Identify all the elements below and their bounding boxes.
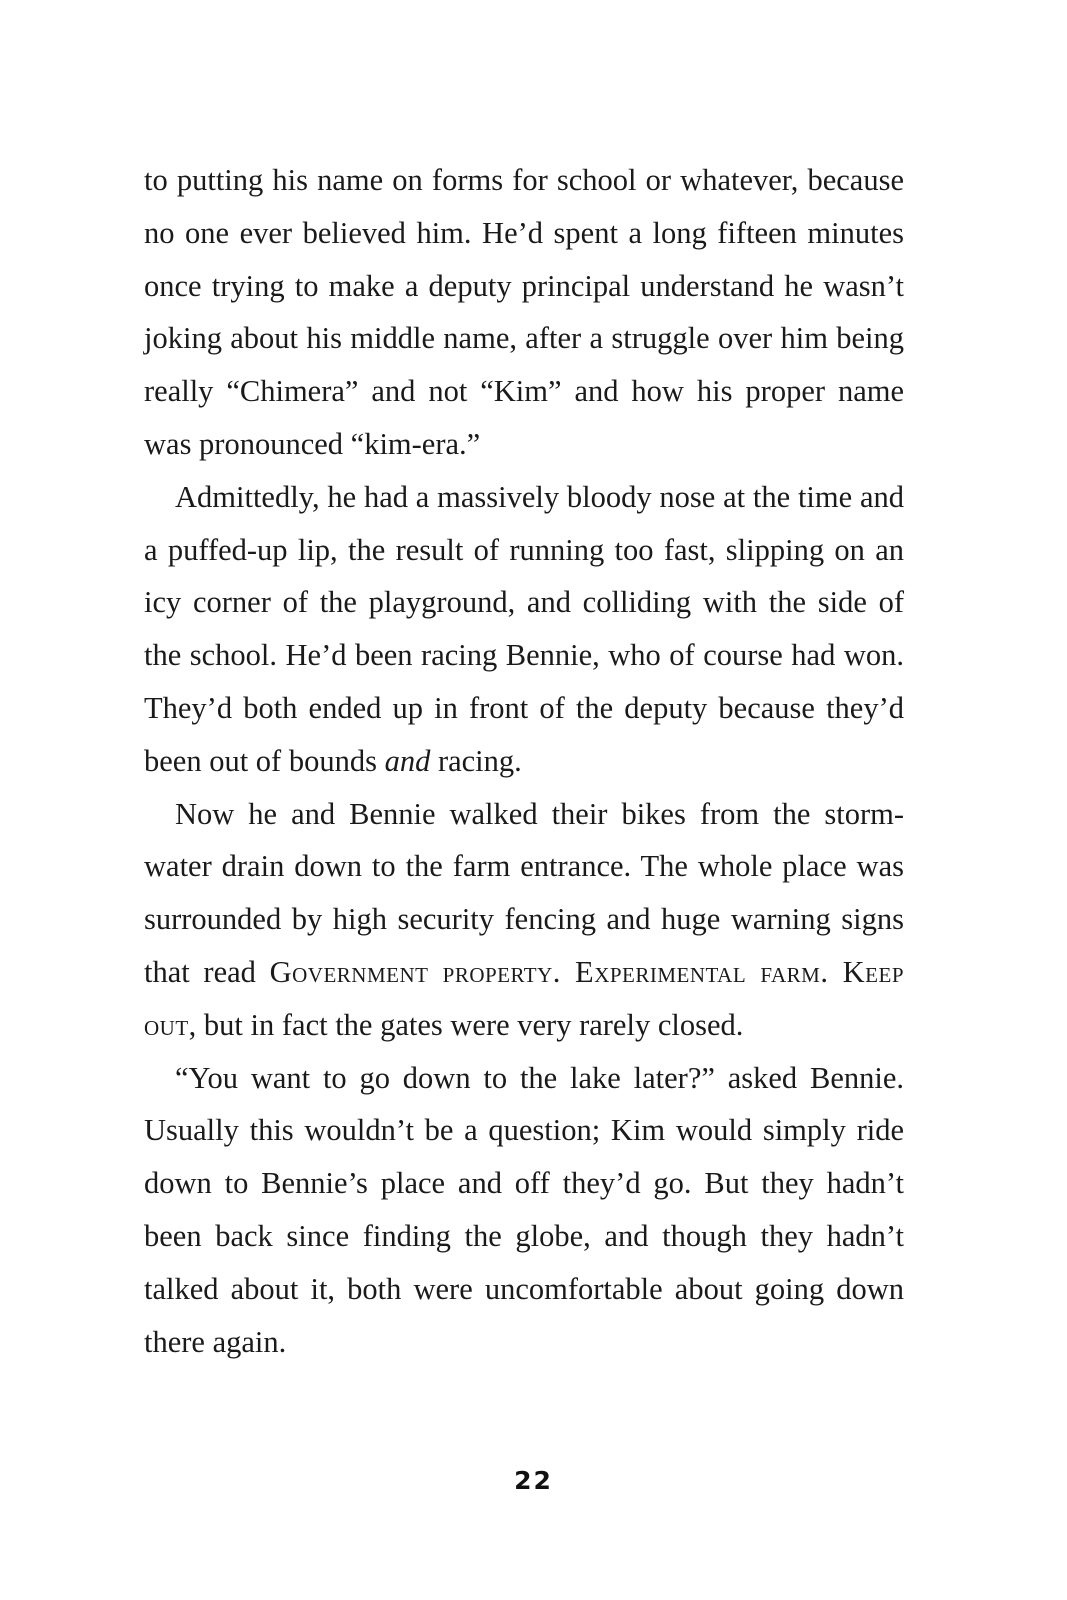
paragraph-3-text: Now he and Bennie walked their bikes from the storm-water drain down to the farm entrance. The whole place was surrounded by high security fencing and huge warning signs that read	[144, 796, 904, 989]
paragraph-2-text-end: racing.	[430, 743, 522, 778]
warning-sign-text: Government property. Experimental farm. Keep out	[144, 954, 905, 1042]
body-text	[144, 154, 904, 1368]
paragraph-2-text: Admittedly, he had a massively bloody nose at the time and a puffed-up lip, the result of running too fast, slipping on an icy corner of the playground, and colliding with the side of the school. He’d been racing Bennie, who of course had won. They’d both ended up in front of the deputy because they’d been out of bounds	[144, 479, 904, 778]
paragraph-2	[144, 471, 904, 788]
paragraph-4-text: “You want to go down to the lake later?” asked Bennie. Usually this wouldn’t be a question; Kim would simply ride down to Bennie’s place and off they’d go. But they hadn’t been back since finding the globe, and though they hadn’t talked about it, both were uncomfortable about going down there again.	[144, 1060, 904, 1359]
paragraph-4	[144, 1052, 904, 1369]
paragraph-3	[144, 788, 904, 1052]
paragraph-1	[144, 154, 904, 471]
paragraph-1-text: to putting his name on forms for school or whatever, because no one ever believed him. He’d spent a long fifteen minutes once trying to make a deputy principal understand he wasn’t joking about his middle name, after a struggle over him being really “Chimera” and not “Kim” and how his proper name was pronounced “kim-era.”	[144, 163, 904, 461]
page-number: 22	[514, 1466, 553, 1495]
paragraph-3-text-end: , but in fact the gates were very rarely closed.	[188, 1007, 744, 1042]
emphasis-and: and	[384, 743, 431, 778]
